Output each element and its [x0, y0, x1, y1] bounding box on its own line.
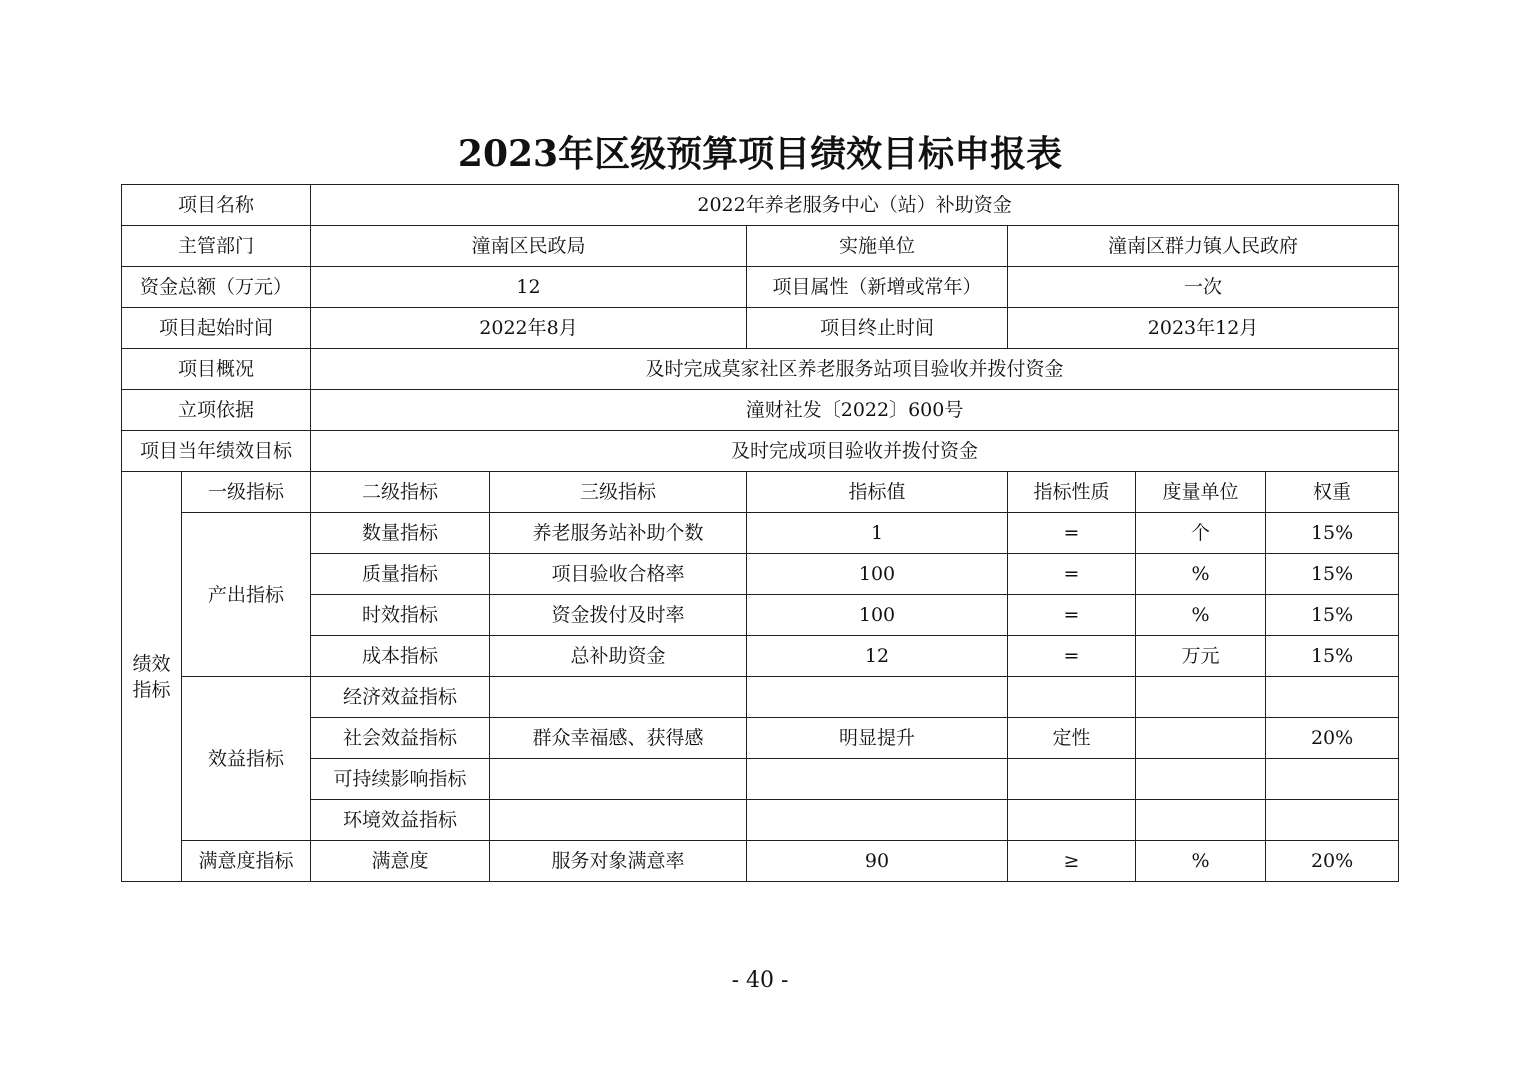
benefit-indicator-label: 效益指标: [182, 677, 311, 841]
level2-cell: 可持续影响指标: [311, 759, 490, 800]
end-value: 2023年12月: [1008, 308, 1399, 349]
nature-cell: =: [1008, 636, 1136, 677]
header-level3: 三级指标: [490, 472, 747, 513]
value-cell: [747, 677, 1008, 718]
nature-cell: =: [1008, 513, 1136, 554]
row-project-name: [122, 185, 1399, 226]
overview-label: 项目概况: [122, 349, 311, 390]
value-cell: [747, 800, 1008, 841]
performance-target-form: [121, 184, 1399, 882]
unit-cell: %: [1136, 595, 1266, 636]
level3-cell: 群众幸福感、获得感: [490, 718, 747, 759]
unit-cell: [1136, 800, 1266, 841]
goal-label: 项目当年绩效目标: [122, 431, 311, 472]
level2-cell: 满意度: [311, 841, 490, 882]
table-row: [122, 595, 1399, 636]
unit-cell: %: [1136, 841, 1266, 882]
weight-cell: 20%: [1266, 718, 1399, 759]
table-row: [122, 554, 1399, 595]
unit-cell: [1136, 759, 1266, 800]
value-cell: 100: [747, 554, 1008, 595]
fund-label: 资金总额（万元）: [122, 267, 311, 308]
level3-cell: 项目验收合格率: [490, 554, 747, 595]
header-value: 指标值: [747, 472, 1008, 513]
row-indicator-headers: [122, 472, 1399, 513]
row-fund: [122, 267, 1399, 308]
dept-value: 潼南区民政局: [311, 226, 747, 267]
header-level2: 二级指标: [311, 472, 490, 513]
value-cell: 12: [747, 636, 1008, 677]
basis-value: 潼财社发〔2022〕600号: [311, 390, 1399, 431]
section-label-text: 绩效指标: [132, 652, 171, 701]
weight-cell: 15%: [1266, 554, 1399, 595]
weight-cell: 15%: [1266, 595, 1399, 636]
weight-cell: 15%: [1266, 513, 1399, 554]
level3-cell: [490, 677, 747, 718]
weight-cell: 15%: [1266, 636, 1399, 677]
value-cell: 明显提升: [747, 718, 1008, 759]
level2-cell: 社会效益指标: [311, 718, 490, 759]
table-row: [122, 841, 1399, 882]
row-goal: [122, 431, 1399, 472]
end-label: 项目终止时间: [747, 308, 1008, 349]
nature-cell: =: [1008, 554, 1136, 595]
unit-cell: 万元: [1136, 636, 1266, 677]
row-period: [122, 308, 1399, 349]
unit-cell: %: [1136, 554, 1266, 595]
header-weight: 权重: [1266, 472, 1399, 513]
value-cell: [747, 759, 1008, 800]
weight-cell: [1266, 800, 1399, 841]
level2-cell: 经济效益指标: [311, 677, 490, 718]
value-cell: 100: [747, 595, 1008, 636]
level2-cell: 环境效益指标: [311, 800, 490, 841]
row-basis: [122, 390, 1399, 431]
satisfaction-indicator-label: 满意度指标: [182, 841, 311, 882]
dept-label: 主管部门: [122, 226, 311, 267]
level2-cell: 数量指标: [311, 513, 490, 554]
project-name-label: 项目名称: [122, 185, 311, 226]
value-cell: 90: [747, 841, 1008, 882]
row-dept: [122, 226, 1399, 267]
project-name-value: 2022年养老服务中心（站）补助资金: [311, 185, 1399, 226]
table-row: [122, 718, 1399, 759]
impl-label: 实施单位: [747, 226, 1008, 267]
level2-cell: 成本指标: [311, 636, 490, 677]
table-row: [122, 800, 1399, 841]
unit-cell: [1136, 718, 1266, 759]
level2-cell: 质量指标: [311, 554, 490, 595]
nature-cell: [1008, 759, 1136, 800]
attr-value: 一次: [1008, 267, 1399, 308]
header-nature: 指标性质: [1008, 472, 1136, 513]
level3-cell: [490, 759, 747, 800]
level2-cell: 时效指标: [311, 595, 490, 636]
unit-cell: 个: [1136, 513, 1266, 554]
page-title: 2023年区级预算项目绩效目标申报表: [457, 133, 1063, 175]
level3-cell: 资金拨付及时率: [490, 595, 747, 636]
page-number: - 40 -: [731, 968, 789, 993]
start-label: 项目起始时间: [122, 308, 311, 349]
value-cell: 1: [747, 513, 1008, 554]
table-row: [122, 513, 1399, 554]
impl-value: 潼南区群力镇人民政府: [1008, 226, 1399, 267]
level3-cell: 总补助资金: [490, 636, 747, 677]
output-indicator-label: 产出指标: [182, 513, 311, 677]
weight-cell: [1266, 677, 1399, 718]
level3-cell: 服务对象满意率: [490, 841, 747, 882]
table-row: [122, 636, 1399, 677]
fund-value: 12: [311, 267, 747, 308]
start-value: 2022年8月: [311, 308, 747, 349]
nature-cell: =: [1008, 595, 1136, 636]
nature-cell: 定性: [1008, 718, 1136, 759]
row-overview: [122, 349, 1399, 390]
weight-cell: 20%: [1266, 841, 1399, 882]
table-row: [122, 677, 1399, 718]
overview-value: 及时完成莫家社区养老服务站项目验收并拨付资金: [311, 349, 1399, 390]
level3-cell: [490, 800, 747, 841]
level3-cell: 养老服务站补助个数: [490, 513, 747, 554]
nature-cell: ≥: [1008, 841, 1136, 882]
attr-label: 项目属性（新增或常年）: [747, 267, 1008, 308]
nature-cell: [1008, 677, 1136, 718]
table-row: [122, 759, 1399, 800]
nature-cell: [1008, 800, 1136, 841]
unit-cell: [1136, 677, 1266, 718]
header-level1: 一级指标: [182, 472, 311, 513]
section-label-performance: [122, 472, 182, 882]
weight-cell: [1266, 759, 1399, 800]
basis-label: 立项依据: [122, 390, 311, 431]
goal-value: 及时完成项目验收并拨付资金: [311, 431, 1399, 472]
header-unit: 度量单位: [1136, 472, 1266, 513]
